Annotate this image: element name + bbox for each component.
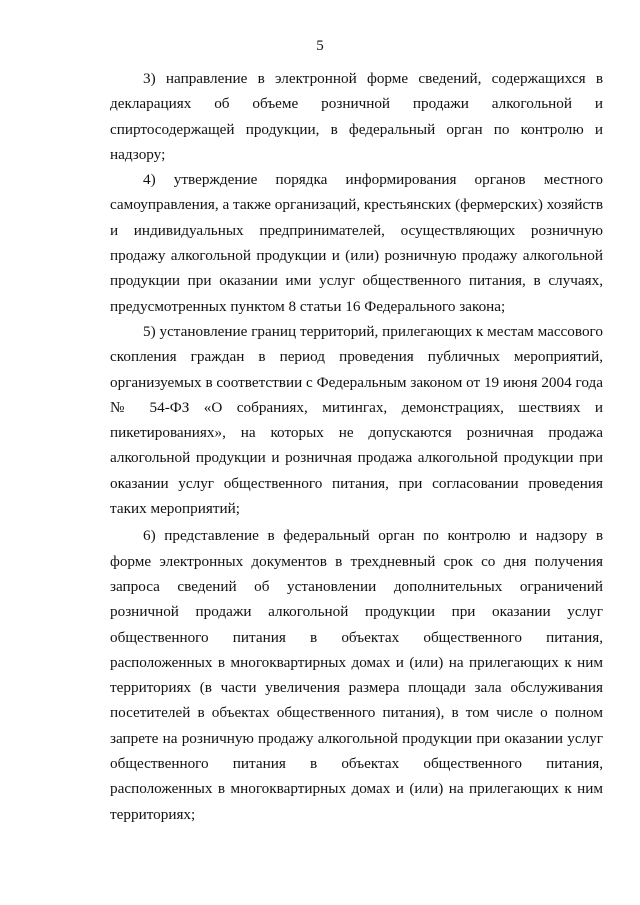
page-number: 5 [316, 38, 324, 54]
paragraph-item-6: 6) представление в федеральный орган по контролю и надзору в форме электронных документов в трехдневный срок со дня получения запроса сведений об установлении дополнительных ограничений розничной продажи алкогольной продукции при оказании услуг общественного питания в объектах общественного питания, расположенных в многоквартирных домах и (или) на прилегающих к ним территориях (в части увеличения размера площади зала обслуживания посетителей в объектах общественного питания), в том числе о полном запрете на розничную продажу алкогольной продукции при оказании услуг общественного питания в объектах общественного питания, расположенных в многоквартирных домах и (или) на прилегающих к ним территориях; [110, 527, 603, 823]
document-body [110, 66, 603, 827]
paragraph-item-5: 5) установление границ территорий, прилегающих к местам массового скопления граждан в период проведения публичных мероприятий, организуемых в соответствии с Федеральным законом от 19 июня 2004 года № 54-ФЗ «О собраниях, митингах, демонстрациях, шествиях и пикетированиях», на которых не допускаются розничная продажа алкогольной продукции и розничная продажа алкогольной продукции при оказании услуг общественного питания, при согласовании проведения таких мероприятий; [110, 322, 603, 518]
paragraph-item-4: 4) утверждение порядка информирования органов местного самоуправления, а также организаций, крестьянских (фермерских) хозяйств и индивидуальных предпринимателей, осуществляющих розничную продажу алкогольной продукции и (или) розничную продажу алкогольной продукции при оказании ими услуг общественного питания, в случаях, предусмотренных пунктом 8 статьи 16 Федерального закона; [110, 171, 603, 315]
paragraph-item-3: 3) направление в электронной форме сведений, содержащихся в декларациях об объеме розничной продажи алкогольной и спиртосодержащей продукции, в федеральный орган по контролю и надзору; [110, 70, 603, 163]
